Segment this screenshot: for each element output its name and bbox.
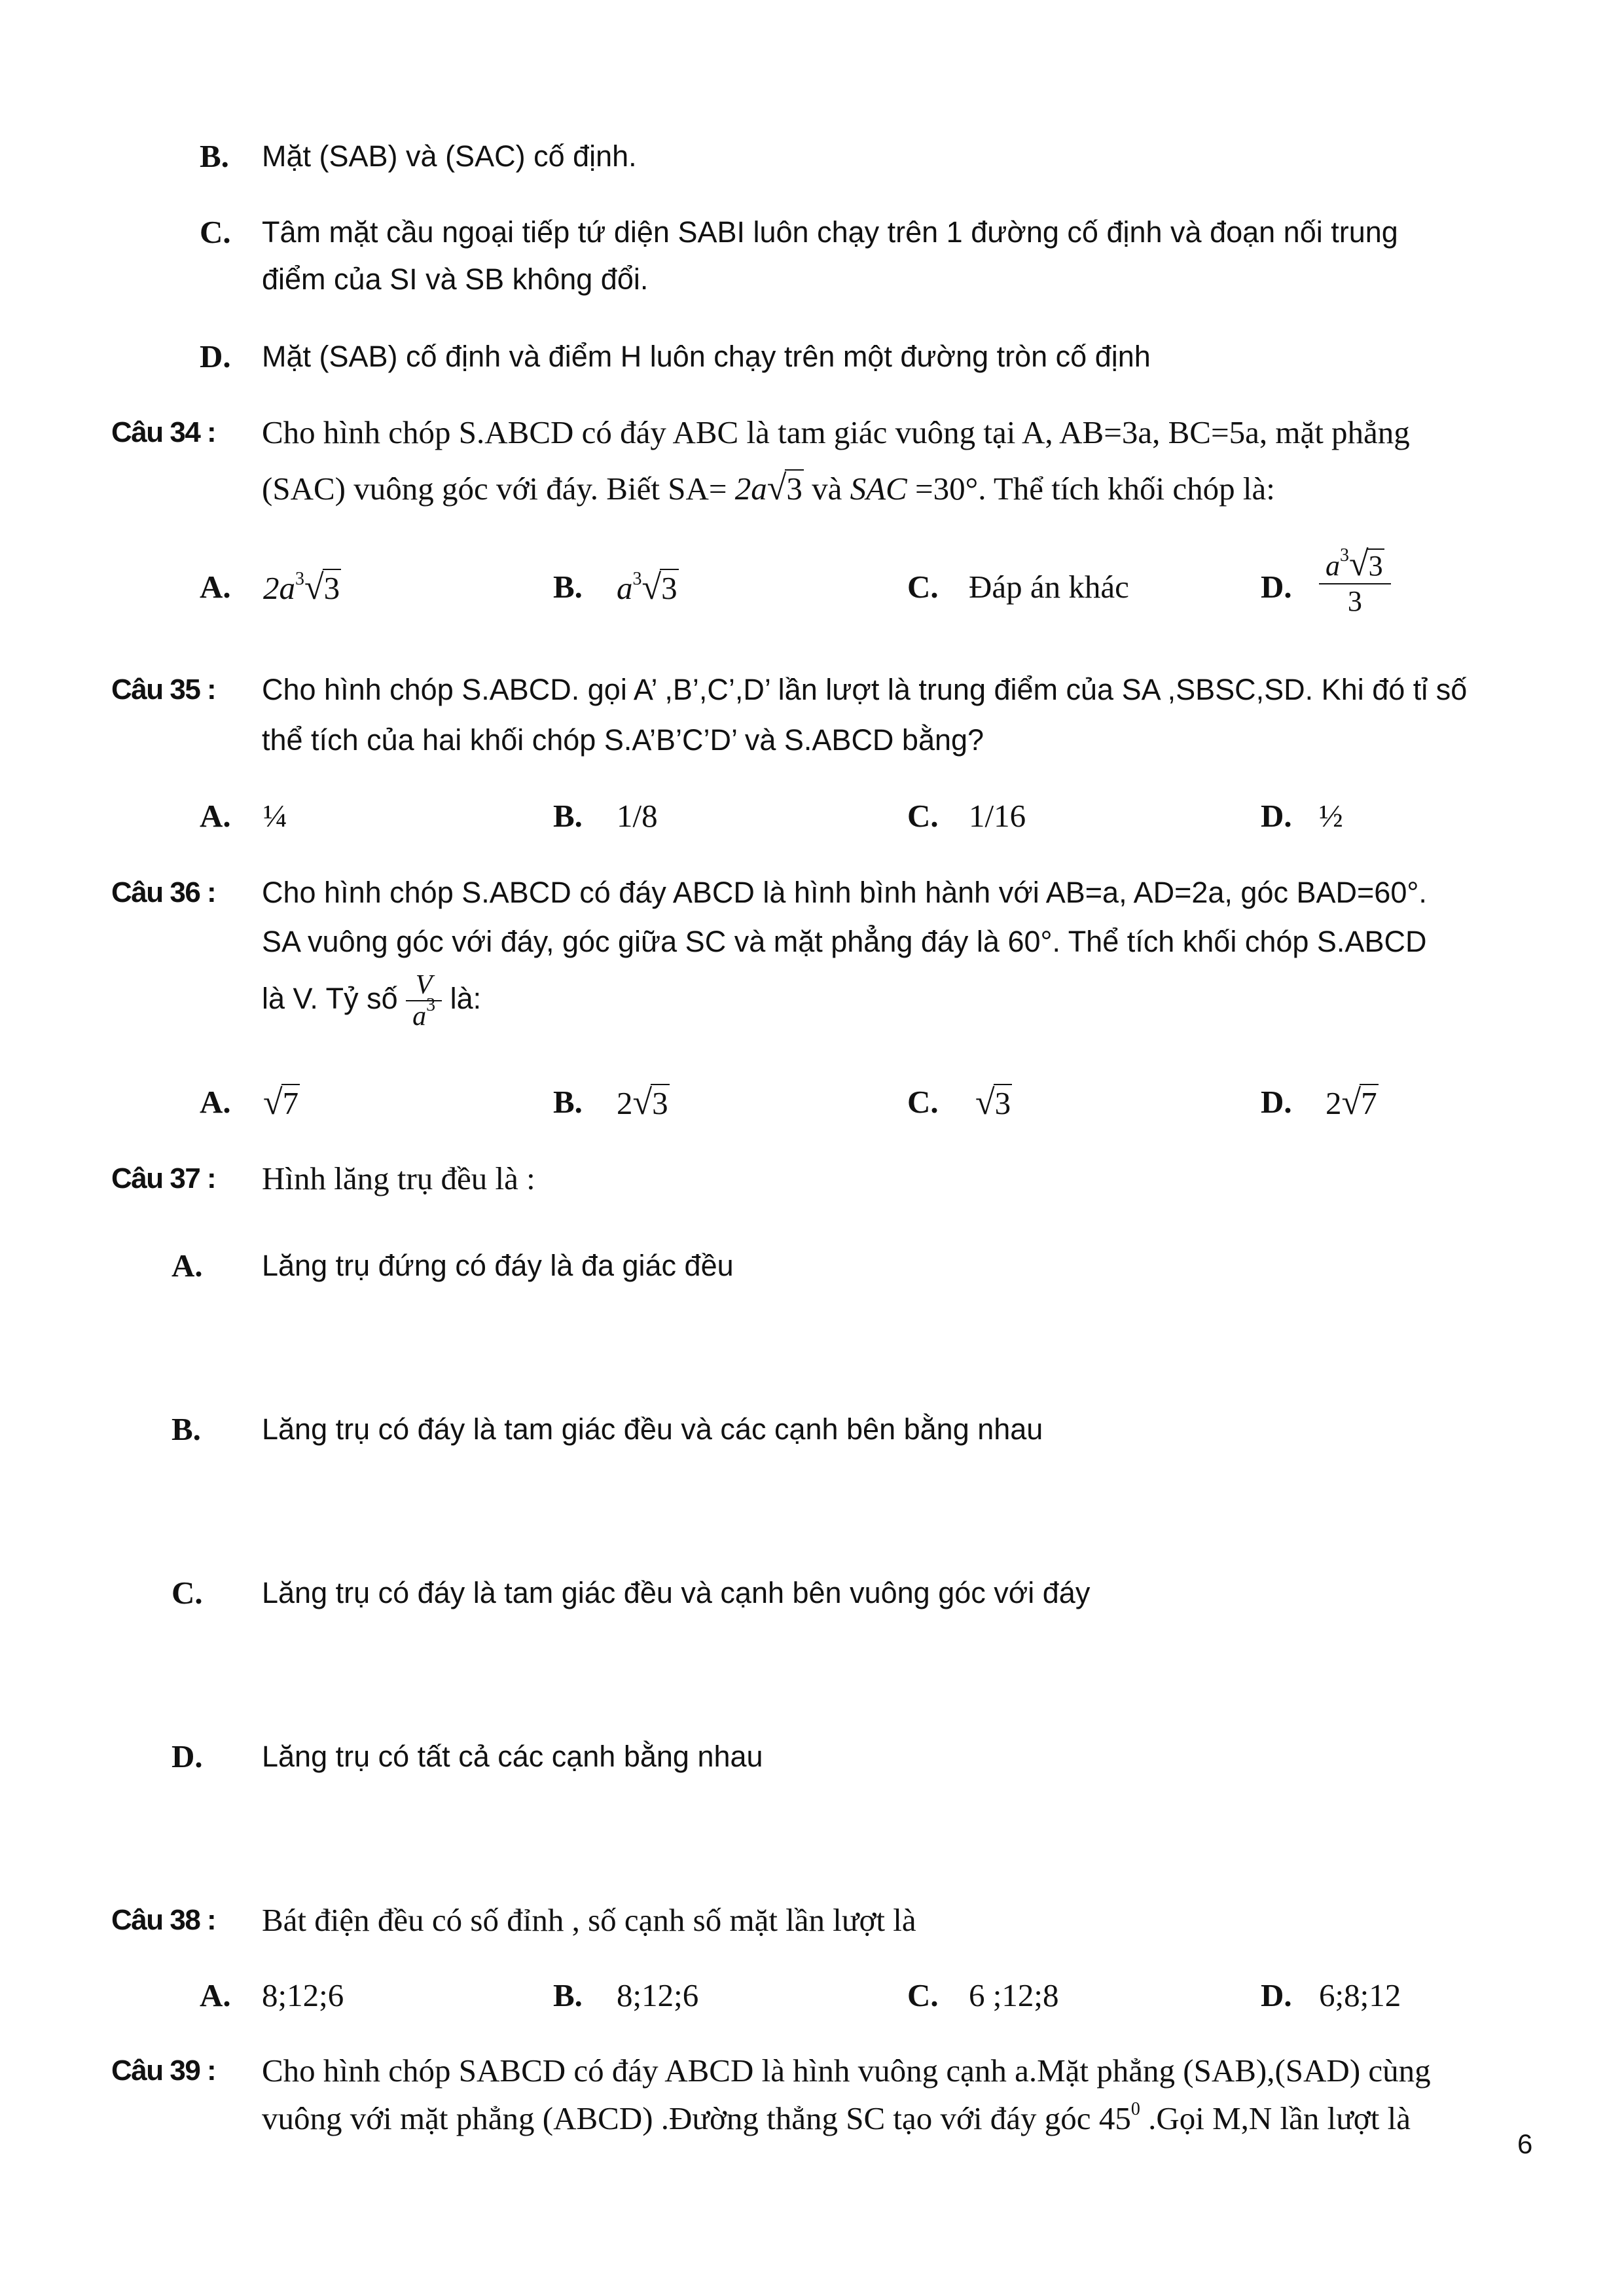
question-36-line1: Cho hình chóp S.ABCD có đáy ABCD là hình bình hành với AB=a, AD=2a, góc BAD=60°. bbox=[262, 876, 1427, 909]
page-number: 6 bbox=[1517, 2128, 1533, 2159]
q34-option-c-letter: C. bbox=[907, 569, 939, 605]
q34-option-d-letter: D. bbox=[1261, 569, 1292, 605]
q36-option-c-letter: C. bbox=[907, 1084, 939, 1120]
q38-option-b-letter: B. bbox=[553, 1977, 583, 2013]
q37-option-c-letter: C. bbox=[171, 1575, 203, 1611]
question-37-text: Hình lăng trụ đều là : bbox=[262, 1160, 535, 1196]
q36-option-c-value: √3 bbox=[975, 1083, 1011, 1122]
prev-option-d-letter: D. bbox=[200, 338, 231, 374]
question-39-line2: vuông với mặt phẳng (ABCD) .Đường thẳng SC tạo với đáy góc $45^0$ .Gọi M,N lần lượt là bbox=[262, 2099, 1411, 2136]
question-35-label: Câu 35 : bbox=[111, 673, 216, 706]
question-34-line2 bbox=[262, 462, 1578, 514]
sa-variable: a bbox=[751, 471, 767, 507]
angle-45-degrees: $45^0$ bbox=[1098, 2099, 1140, 2136]
q35-option-c-letter: C. bbox=[907, 798, 939, 834]
q35-option-b-letter: B. bbox=[553, 798, 583, 834]
question-35-line2: thể tích của hai khối chóp S.A’B’C’D’ và S.ABCD bằng? bbox=[262, 723, 984, 757]
q34-option-b-letter: B. bbox=[553, 569, 583, 605]
question-34-line2-pre: (SAC) vuông góc với đáy. Biết SA= bbox=[262, 471, 735, 507]
question-36-label: Câu 36 : bbox=[111, 876, 216, 908]
q36-option-b-letter: B. bbox=[553, 1084, 583, 1120]
q38-option-d-letter: D. bbox=[1261, 1977, 1292, 2013]
question-34-mid: và bbox=[803, 471, 850, 507]
q36-option-d-value: 2√7 bbox=[1326, 1083, 1377, 1122]
angle-sac-value: =30° bbox=[907, 471, 979, 507]
q34-option-a-value: $2a^3√3$ bbox=[263, 567, 340, 607]
q38-option-c-letter: C. bbox=[907, 1977, 939, 2013]
question-35-line1: Cho hình chóp S.ABCD. gọi A’ ,B’,C’,D’ lần lượt là trung điểm của SA ,SBSC,SD. Khi đó tỉ số bbox=[262, 673, 1468, 706]
q34-option-c-value: Đáp án khác bbox=[969, 569, 1129, 605]
q36-option-a-value: √7 bbox=[263, 1083, 299, 1122]
q34-option-b-value: $a^3√3$ bbox=[617, 567, 677, 607]
q36-option-b-value: 2√3 bbox=[617, 1083, 668, 1122]
q35-option-a-value: ¼ bbox=[263, 798, 287, 834]
question-34-line2-post: . Thể tích khối chóp là: bbox=[978, 471, 1275, 507]
q37-option-b-letter: B. bbox=[171, 1411, 201, 1447]
q37-option-a-text: Lăng trụ đứng có đáy là đa giác đều bbox=[262, 1249, 734, 1282]
q34-option-a-letter: A. bbox=[200, 569, 231, 605]
sa-coefficient: 2 bbox=[734, 471, 751, 507]
q38-option-a-value: 8;12;6 bbox=[262, 1977, 344, 2013]
question-37-label: Câu 37 : bbox=[111, 1162, 216, 1194]
q38-option-c-value: 6 ;12;8 bbox=[969, 1977, 1059, 2013]
q35-option-b-value: 1/8 bbox=[617, 798, 658, 834]
angle-sac: SAC bbox=[850, 471, 907, 507]
question-34-label: Câu 34 : bbox=[111, 416, 216, 448]
prev-option-c-letter: C. bbox=[200, 214, 231, 250]
q34-option-d-value: $\frac{a^3√3}{3}$ bbox=[1319, 547, 1391, 619]
prev-option-c-line1: Tâm mặt cầu ngoại tiếp tứ diện SABI luôn chạy trên 1 đường cố định và đoạn nối trung bbox=[262, 215, 1398, 249]
question-38-text: Bát điện đều có số đỉnh , số cạnh số mặt lần lượt là bbox=[262, 1902, 916, 1938]
q35-option-d-letter: D. bbox=[1261, 798, 1292, 834]
q35-option-d-value: ½ bbox=[1319, 798, 1343, 834]
prev-option-c-line2: điểm của SI và SB không đổi. bbox=[262, 262, 649, 296]
q37-option-d-letter: D. bbox=[171, 1738, 203, 1774]
q36-option-d-letter: D. bbox=[1261, 1084, 1292, 1120]
q37-option-d-text: Lăng trụ có tất cả các cạnh bằng nhau bbox=[262, 1740, 763, 1773]
q38-option-d-value: 6;8;12 bbox=[1319, 1977, 1401, 2013]
question-39-label: Câu 39 : bbox=[111, 2054, 216, 2087]
q38-option-b-value: 8;12;6 bbox=[617, 1977, 699, 2013]
sa-radicand: 3 bbox=[786, 471, 803, 507]
prev-option-b-text: Mặt (SAB) và (SAC) cố định. bbox=[262, 139, 637, 173]
q37-option-c-text: Lăng trụ có đáy là tam giác đều và cạnh bên vuông góc với đáy bbox=[262, 1576, 1091, 1609]
ratio-v-over-a3: $\frac{V}{a^3}$ bbox=[406, 970, 442, 1031]
q38-option-a-letter: A. bbox=[200, 1977, 231, 2013]
q35-option-a-letter: A. bbox=[200, 798, 231, 834]
question-34-line1: Cho hình chóp S.ABCD có đáy ABC là tam giác vuông tại A, AB=3a, BC=5a, mặt phẳng bbox=[262, 414, 1410, 450]
q37-option-a-letter: A. bbox=[171, 1247, 203, 1283]
question-36-line2: SA vuông góc với đáy, góc giữa SC và mặt phẳng đáy là 60°. Thể tích khối chóp S.ABCD bbox=[262, 925, 1427, 958]
q36-option-a-letter: A. bbox=[200, 1084, 231, 1120]
question-36-line3: là V. Tỷ số $\frac{V}{a^3}$ là: bbox=[262, 970, 482, 1031]
question-38-label: Câu 38 : bbox=[111, 1904, 216, 1936]
q37-option-b-text: Lăng trụ có đáy là tam giác đều và các cạnh bên bằng nhau bbox=[262, 1412, 1043, 1446]
q35-option-c-value: 1/16 bbox=[969, 798, 1026, 834]
sa-sqrt: √3 bbox=[767, 468, 803, 507]
question-39-line1: Cho hình chóp SABCD có đáy ABCD là hình vuông cạnh a.Mặt phẳng (SAB),(SAD) cùng bbox=[262, 2053, 1431, 2089]
prev-option-b-letter: B. bbox=[200, 138, 229, 174]
prev-option-d-text: Mặt (SAB) cố định và điểm H luôn chạy trên một đường tròn cố định bbox=[262, 340, 1151, 373]
